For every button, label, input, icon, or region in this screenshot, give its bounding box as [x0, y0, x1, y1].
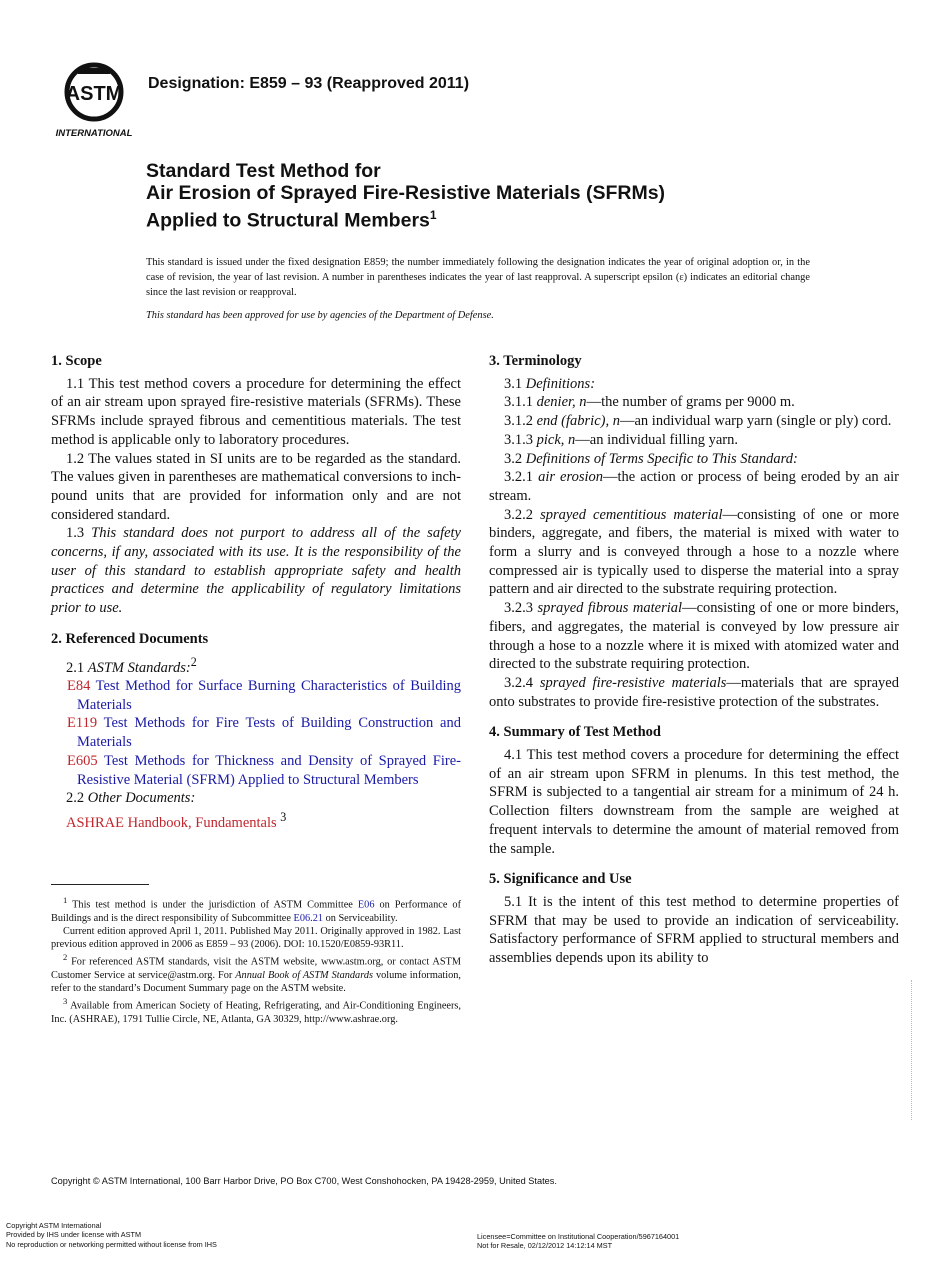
license-notice-right: Licensee=Committee on Institutional Cooperation/5967164001 Not for Resale, 02/12/2012 14:12:14 MST [477, 1232, 680, 1251]
footnote-1: $^1$ This test method is under the jurisdiction of ASTM Committee E06 on Performance of Buildings and is the direct responsibility of Subcommittee E06.21 on Serviceability. [51, 895, 461, 924]
term-3-1-3: 3.1.3 pick, n—an individual filling yarn. [504, 431, 738, 448]
section-heading-scope: 1. Scope [51, 353, 102, 369]
summary-4-1: 4.1 This test method covers a procedure for determining the effect of an air stream upon SFRM in plenums. In this test method, the SFRM is subjected to a tangential air stream for a minimum of 24 h. Collection filters downstream from the sample are weighed at frequent intervals to determine the amount of material removed from the sample. [489, 747, 899, 857]
section-heading-referenced-documents: 2. Referenced Documents [51, 630, 209, 647]
committee-e06-link[interactable]: E06 [357, 899, 375, 911]
term-3-1-2: 3.1.2 end (fabric), n—an individual warp yarn (single or ply) cord. [504, 413, 892, 430]
section-heading-summary: 4. Summary of Test Method [489, 724, 661, 741]
footnote-ref: 1 [429, 208, 437, 222]
footnote-divider [51, 884, 149, 885]
term-3-1-1: 3.1.1 denier, n—the number of grams per 9000 m. [504, 394, 795, 411]
title-line-2: Air Erosion of Sprayed Fire-Resistive Materials (SFRMs) [146, 182, 666, 204]
section-heading-terminology: 3. Terminology [489, 353, 582, 369]
term-3-2-3: 3.2.3 sprayed fibrous material—consisting of one or more binders, fibers, and aggregates, the material is conveyed by low pressure air through a hose to a nozzle where it is mixed with atomized water and directed to the substrate requiring protection. [489, 600, 899, 673]
title-line-1: Standard Test Method for [146, 160, 381, 182]
ref-e605-link[interactable]: E605 Test Methods for Thickness and Density of Sprayed Fire-Resistive Material (SFRM) Applied to Structural Members [67, 752, 461, 788]
term-3-2-4: 3.2.4 sprayed fire-resistive materials—materials that are sprayed onto substrates to provide fire-resistive protection of the substrates. [489, 674, 899, 710]
scope-1-2: 1.2 The values stated in SI units are to be regarded as the standard. The values given in parentheses are mathematical conversions to inch-pound units that are provided for information only and are not considered standard. [51, 450, 461, 523]
footnotes [51, 894, 461, 1026]
dod-notice: This standard has been approved for use by agencies of the Department of Defense. [146, 310, 494, 321]
issuance-notice: This standard is issued under the fixed designation E859; the number immediately following the designation indicates the year of original adoption or, in the case of revision, the year of last revision. A number in parentheses indicates the year of last reapproval. A superscript epsilon (ε) indicates an editorial change since the last revision or reapproval. [146, 257, 810, 298]
edge-watermark [911, 980, 914, 1120]
ref-e84-link[interactable]: E84 Test Method for Surface Burning Characteristics of Building Materials [67, 678, 461, 713]
significance-5-1: 5.1 It is the intent of this test method to determine properties of SFRM that may be used to provide an indication of serviceability. Satisfactory performance of SFRM applied to structural members and assemblies depends upon its ability to [489, 893, 899, 967]
footnote-3: $^3$ Available from American Society of Heating, Refrigerating, and Air-Conditioning Engineers, Inc. (ASHRAE), 1791 Tullie Circle, NE, Atlanta, GA 30329, http://www.ashrae.org. [51, 996, 461, 1025]
footnote-2: $^2$ For referenced ASTM standards, visit the ASTM website, www.astm.org, or contact ASTM Customer Service at service@astm.org. For Annual Book of ASTM Standards volume information, refer to the standard’s Document Summary page on the ASTM website. [51, 952, 461, 995]
term-3-2: 3.2 Definitions of Terms Specific to This Standard: [504, 450, 798, 467]
ref-2-2: 2.2 Other Documents: [66, 790, 196, 807]
designation: Designation: E859 – 93 (Reapproved 2011) [148, 75, 470, 92]
subcommittee-e06-21-link[interactable]: E06.21 [293, 912, 323, 924]
svg-text:ASTM: ASTM [65, 83, 123, 105]
svg-text:INTERNATIONAL: INTERNATIONAL [55, 128, 133, 139]
term-3-1: 3.1 Definitions: [504, 375, 596, 392]
scope-1-1: 1.1 This test method covers a procedure for determining the effect of an air stream upon sprayed fire-resistive materials (SFRMs). These SFRMs include sprayed fibrous and cementitious materials. The test method is applicable only to laboratory procedures. [51, 375, 461, 448]
right-column [489, 352, 899, 968]
footnote-1-edition: Current edition approved April 1, 2011. Published May 2011. Originally approved in 1982. Last previous edition approved in 2006 as E859 – 93 (2006). DOI: 10.1520/E0859-93R11. [51, 925, 461, 951]
term-3-2-2: 3.2.2 sprayed cementitious material—consisting of one or more binders, aggregate, and fibers, the material is mixed with water to form a slurry and is conveyed through a hose to a nozzle where compressed air is typically used to disperse the material into a spray pattern and air directed to the substrate requiring protection. [489, 506, 899, 598]
ref-2-1: 2.1 ASTM Standards:$^2$ [66, 654, 197, 676]
document-title [146, 160, 906, 232]
ref-e119-link[interactable]: E119 Test Methods for Fire Tests of Building Construction and Materials [67, 715, 461, 751]
left-column [51, 352, 461, 833]
term-3-2-1: 3.2.1 air erosion—the action or process of being eroded by an air stream. [489, 469, 899, 504]
section-heading-significance: 5. Significance and Use [489, 871, 632, 888]
title-line-3: Applied to Structural Members$^1$ [146, 208, 437, 232]
license-notice-left: Copyright ASTM International Provided by IHS under license with ASTM No reproduction or networking permitted without license from IHS [6, 1221, 217, 1249]
astm-logo [52, 58, 136, 140]
copyright-line: Copyright © ASTM International, 100 Barr Harbor Drive, PO Box C700, West Conshohocken, PA 19428-2959, United States. [51, 1176, 557, 1186]
ref-ashrae-link[interactable]: ASHRAE Handbook, Fundamentals $^3$ [66, 810, 287, 831]
intro-notice [146, 255, 810, 323]
scope-1-3: 1.3 This standard does not purport to address all of the safety concerns, if any, associated with its use. It is the responsibility of the user of this standard to establish appropriate safety and health practices and determine the applicability of regulatory limitations prior to use. [51, 525, 461, 617]
